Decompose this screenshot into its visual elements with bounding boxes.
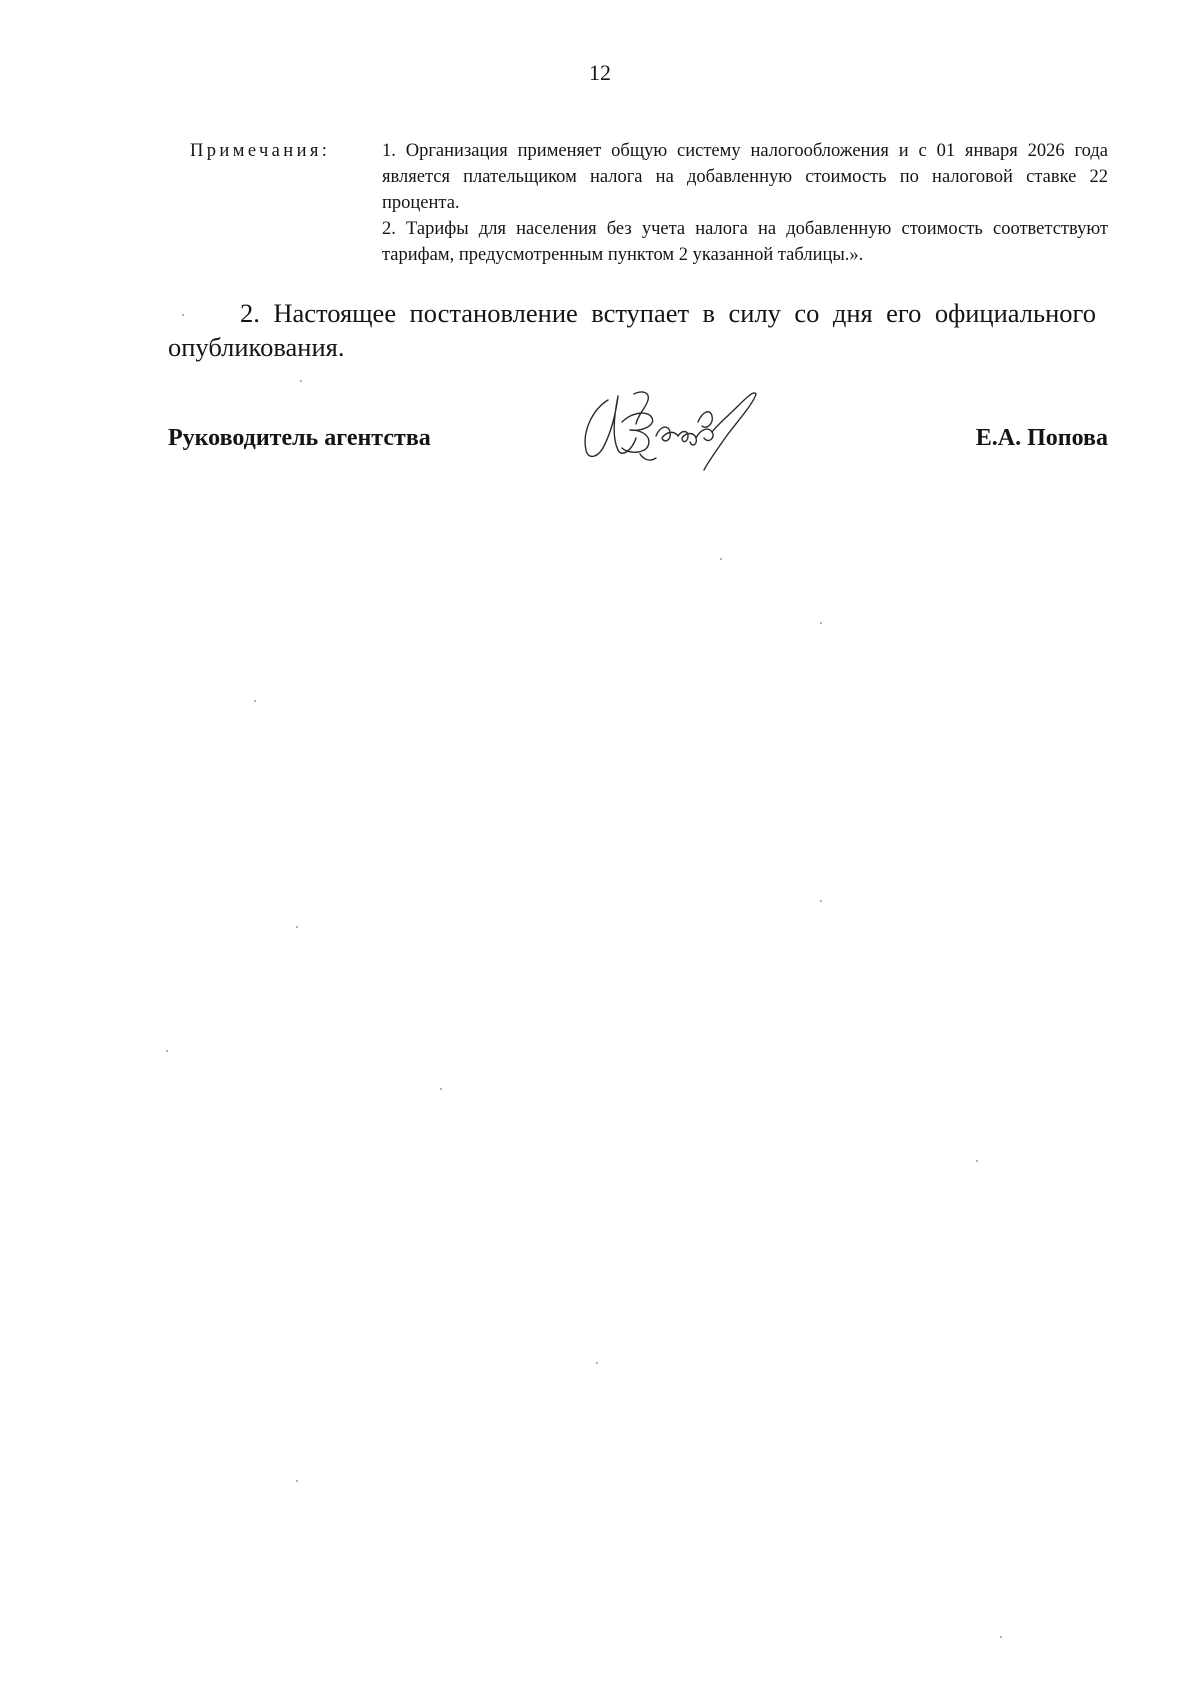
note-item: 1. Организация применяет общую систему налогообложения и с 01 января 2026 года является плательщиком налога на добавленную стоимость по налоговой ставке 22 процента.: [382, 141, 1108, 213]
note-item: 2. Тарифы для населения без учета налога на добавленную стоимость соответствуют тарифам, предусмотренным пунктом 2 указанной таблицы.».: [382, 219, 1108, 265]
page-number: 12: [589, 60, 611, 85]
signer-position: Руководитель агентства: [168, 425, 431, 451]
signer-name: Е.А. Попова: [975, 425, 1108, 451]
notes-items: [382, 138, 1108, 268]
notes-label: Примечания:: [190, 141, 331, 161]
notes-block: [190, 138, 1108, 268]
handwritten-signature: [578, 386, 758, 472]
clause-2-effective-date: 2. Настоящее постановление вступает в силу со дня его официального опубликования.: [168, 298, 1096, 362]
